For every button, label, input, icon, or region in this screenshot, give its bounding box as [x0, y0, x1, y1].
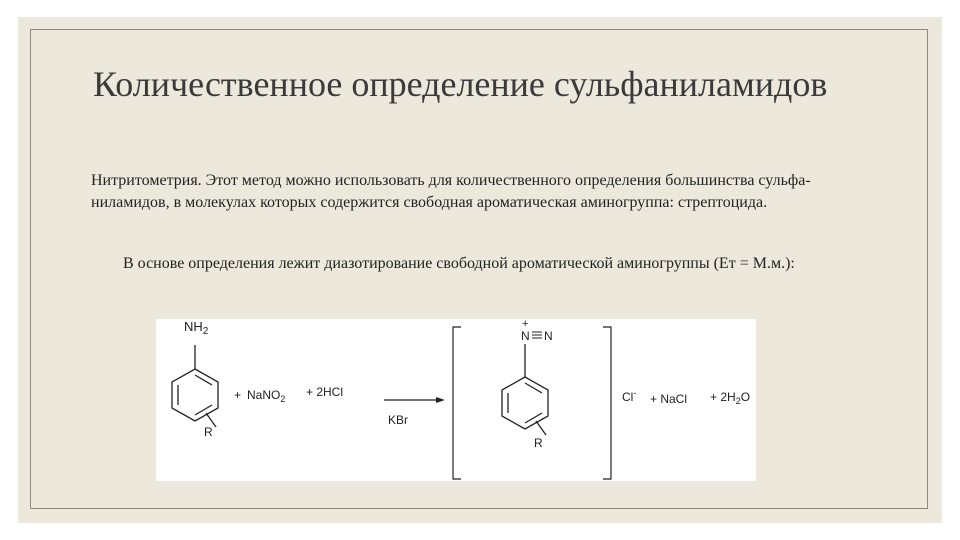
- reactant-amine-label: $NH_2$: [184, 319, 209, 337]
- slide: [18, 17, 942, 523]
- reagent-sodium-nitrite: + NaNO$_2$: [234, 388, 286, 404]
- catalyst-label: KBr: [388, 413, 409, 427]
- reaction-arrow: [384, 397, 445, 403]
- product-substituent-r: R: [534, 436, 543, 450]
- diazonium-n1: N: [521, 329, 530, 343]
- paragraph-diazotization: В основе определения лежит диазотирование свободной ароматической аминогруппы (Ет = М.м.):: [123, 255, 795, 272]
- paragraph-nitritometry: Нитритометрия. Этот метод можно использовать для количественного определения большинства сульфа- ниламидов, в молекулах которых содержится свободная ароматическая аминогруппа: стрептоцида.: [91, 172, 811, 211]
- chloride-counter-ion: Cl-: [622, 388, 637, 404]
- diazo-triple-bond: [532, 332, 542, 338]
- product-sodium-chloride: + NaCl: [650, 392, 688, 406]
- slide-title: Количественное определение сульфаниламидов: [93, 64, 828, 104]
- diazonium-n2: N: [544, 329, 553, 343]
- reaction-scheme: [156, 319, 756, 481]
- diazonium-charge: +: [522, 319, 529, 330]
- right-bracket: [603, 327, 611, 479]
- product-water: + $2H_2O$: [710, 390, 751, 406]
- product-benzene-ring: [502, 344, 548, 435]
- reaction-scheme-svg: [156, 319, 756, 481]
- reactant-benzene-ring: [172, 345, 218, 427]
- reactant-substituent-r: R: [204, 425, 213, 439]
- reagent-hydrochloric-acid: + 2HCl: [306, 385, 344, 399]
- left-bracket: [453, 327, 461, 479]
